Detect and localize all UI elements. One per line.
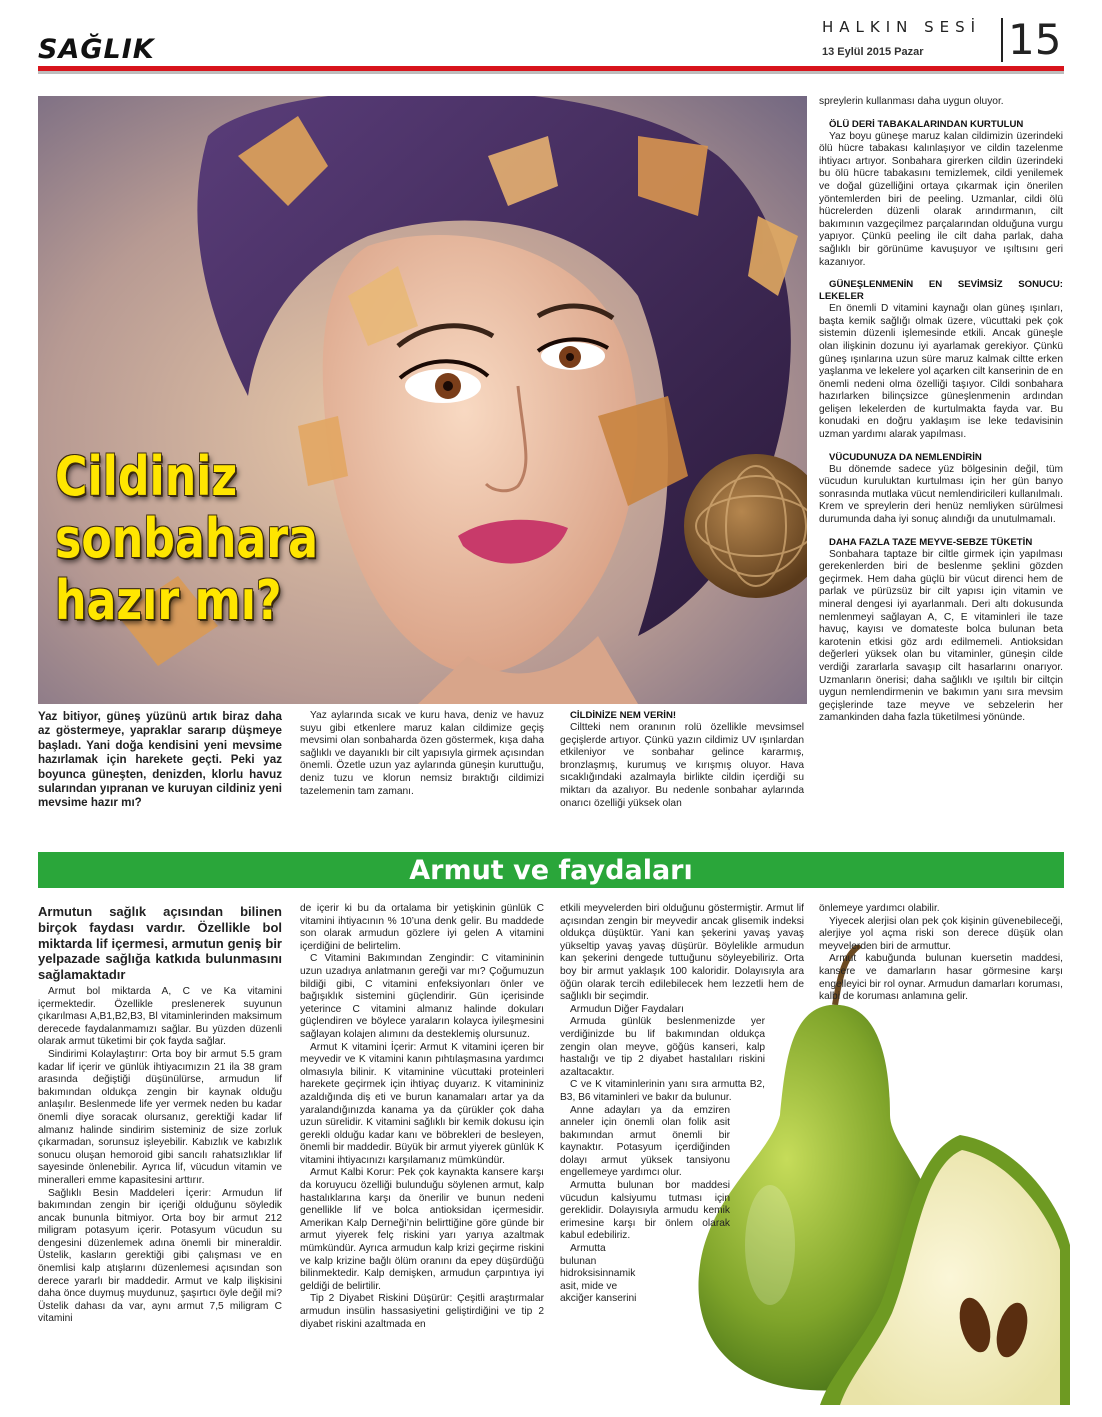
paragraph: Sindirimi Kolaylaştırır: Orta boy bir armut 5.5 gram kadar lif içerir ve günlük ihtiyacımızın 21 ila 38 gram arasında değiştiği düşünülürse, armudun lif bakımından oldukça zengin bir kaynak olduğu anlaşılır. Beslenmede life yer vermek neden bu kadar önemli diye soracak olursanız, gerektiği kadar lif almanız halinde sindirim sisteminiz de size zorluk çıkarmadan, sorunsuz işleyebilir. Kabızlık ve kabızlık sonucu oluşan hemoroid gibi sancılı rahatsızlıklar lif sayesinde önlenebilir. Ayrıca lif, vücudun vitamin ve mineralleri emme kapasitesini arttırır. (38, 1048, 282, 1186)
paragraph: etkili meyvelerden biri olduğunu göstermiştir. Armut lif açısından zengin bir meyvedir ancak glisemik indeksi oldukça düşüktür. Yani kan şekerini yavaş yavaş yükseltip yavaş yavaş düşürür. Böylelikle armudun kan şekerini dengede tuttuğunu söyleyebiliriz. Orta boy bir armut yaklaşık 100 kaloridir. Dolayısıyla ara öğün olarak tercih edilebilecek hem lezzetli hem de sağlıklı bir seçimdir. (560, 903, 804, 1003)
paragraph: En önemli D vitamini kaynağı olan güneş ışınları, başta kemik sağlığı olmak üzere, vücuttaki pek çok sistemin düzenli işlemesinde etkili. Ancak güneşle olan ilişkinin dozunu iyi ayarlamak gerekiyor. Çünkü güneş ışınlarına uzun süre maruz kalmak ciltte erken yaşlanma ve lekelere yol açarken cilt kanserinin de en önemli nedeni olma özelliği taşıyor. Cildi sonbahara hazırlarken bilinçsizce güneşlenmenin ardından gelişen lekelerden de kurtulmakta fayda var. Bu konudaki en doğru yaklaşım ise leke tedavisinin uzman yardımı alarak yapılması. (819, 303, 1063, 441)
article-right-column (819, 96, 1063, 725)
headline-line: sonbahara (55, 507, 319, 570)
header-divider (1001, 18, 1003, 62)
paragraph: Tip 2 Diyabet Riskini Düşürür: Çeşitli araştırmalar armudun insülin hassasiyetini geliştirdiğini ve tip 2 diyabet riskini azaltmada en (300, 1293, 544, 1330)
col3-wrap-narrow (560, 1105, 730, 1244)
paragraph: Bu dönemde sadece yüz bölgesinin değil, tüm vücudun kuruluktan kurtulması için her gün banyo sonrasında mutlaka vücut nemlendiricileri kullanılmalı. Krem ve spreylerin deri henüz nemliyken sürülmesi durumunda daha iyi sonuç alındığı da unutulmamalı. (819, 463, 1063, 526)
paragraph: Yaz aylarında sıcak ve kuru hava, deniz ve havuz suyu gibi etkenlere maruz kalan cildimize geçiş mevsimi olan sonbaharda özen göstermek, kışa daha sağlıklı ve dayanıklı bir cilt yapısıyla girmek açısından önemli. Özetle uzun yaz aylarında güneşin kuruttuğu, deniz tuzu ve klorun nemsiz bıraktığı cildimizi tazelemenin tam zamanı. (300, 710, 544, 797)
paragraph: Armutta bulunan bor maddesi vücudun kalsiyumu tutması için gereklidir. Dolayısıyla armudu kemik erimesine karşı bir önlem olarak kabul edebiliriz. (560, 1180, 730, 1242)
article-lead: Yaz bitiyor, güneş yüzünü artık biraz daha az göstermeye, yapraklar sararıp düşmeye başladı. Yani doğa kendisini yeni mevsime hazırlamak için harekete geçti. Peki yaz boyunca güneşten, denizden, klorlu havuz sularından yıpranan ve kuruyan cildiniz yeni mevsime hazır mı? (38, 710, 282, 810)
paragraph: Armut bol miktarda A, C ve Ka vitamini içermektedir. Özellikle preslenerek suyunun çıkarılması A,B1,B2,B3, Bl vitaminlerinden maksimum derecede faydalanmamızı sağlar. Bu yüzden düzenli olarak armut tüketimi bir çok fayda sağlar. (38, 986, 282, 1048)
headline-line: Cildiniz (55, 445, 238, 508)
article2-column-1 (38, 986, 282, 1326)
article2-title: Armut ve faydaları (409, 855, 693, 886)
paragraph: Armutta bulunan hidroksisinnamik asit, mide ve akciğer kanserini (560, 1243, 637, 1305)
paragraph: Yaz boyu güneşe maruz kalan cildimizin üzerindeki ölü hücre tabakası kalınlaşıyor ve cildin tazelenme ihtiyacı artıyor. Sonbahara girerken cildin üzerindeki bu ölü hücre tabakasını temizlemek, cildi yenilemek ve doğal güzelliğini ortaya çıkarmak için önerilen yöntemlerden biri de peeling. Uzmanlar, cildi ölü hücrelerden düzenli olarak arındırmanın, cilt bakımının vazgeçilmez parçalarından olduğuna vurgu yapıyor. Çünkü peeling ile cilt daha parlak, daha sağlıklı bir görünüme kavuşuyor ve ışıltısını geri kazanıyor. (819, 130, 1063, 268)
subheading: ÖLÜ DERİ TABAKALARINDAN KURTULUN (829, 118, 1024, 130)
paragraph: Armut kabuğunda bulunan kuersetin maddesi, kansere ve damarların hasar görmesine karşı engelleyici bir rol oynar. Armudun damarları koruması, kalbi de koruması anlamına gelir. (819, 953, 1063, 1003)
article2-column-3 (560, 903, 804, 1306)
paragraph: Sonbahara taptaze bir ciltle girmek için yapılması gerekenlerden biri de beslenme şeklini gözden geçirmek. Hem daha güçlü bir vücut direnci hem de parlak ve pürüzsüz bir cilt yapısı için vitamin ve mineral dengesi iyi ayarlanmalı. Deri altı dokusunda nemlenmeyi sağlayan A, C, E vitaminleri ile taze havuç, kayısı ve domateste bolca bulunan beta karotenin etkisi göz ardı edilmemeli. Antioksidan değerleri yüksek olan bu vitaminler, güneşin cilde verdiği zararlarla savaşıp cilt hasarlarını onarıyor. Uzmanların önerisi; daha sağlıklı ve ışıltılı bir ciltçin uygun nemlendirmenin ve bakımın yanı sıra mevsim geçişlerinde taze meyve ve sebzelerin her zamankinden daha fazla tüketilmesi yönünde. (819, 548, 1063, 724)
issue-date: 13 Eylül 2015 Pazar (822, 46, 924, 58)
col3-wrap (560, 1016, 765, 1104)
paragraph: Sağlıklı Besin Maddeleri İçerir: Armudun lif bakımından zengin bir içeriği olduğunu söyledik ancak bununla bitmiyor. Orta boy bir armut 212 miligram potasyum içerir. Potasyum vücudun su dengesini düzenlemek adına önemli bir mineraldir. Üstelik, kasların gerektiği gibi çalışması ve en önemlisi kalp atışlarını düzenlemesi açısından son derece yararlı bir maddedir. Armut ve kalp ilişkisini daha önce duymuş muydunuz, şaşırtıcı öyle değil mi? Üstelik dahası da var, aynı armut 7,5 miligram C vitamini (38, 1187, 282, 1325)
paragraph: önlemeye yardımcı olabilir. (819, 903, 940, 914)
header-rule-gray (38, 71, 1064, 74)
subheading: CİLDİNİZE NEM VERİN! (570, 710, 677, 721)
article2-column-4 (819, 903, 1063, 1004)
col3-wrap-tail (560, 1243, 640, 1306)
paragraph: Armuda günlük beslenmenizde yer verdiğinizde bu lif bakımından oldukça zengin olan meyve, göğüs kanseri, kalp hastalığı ve tip 2 diyabet hastalıları riskini azaltacaktır. (560, 1016, 765, 1078)
article-column-2 (300, 710, 544, 798)
subheading: VÜCUDUNUZA DA NEMLENDİRİN (829, 451, 982, 463)
paragraph: Armut K vitamini İçerir: Armut K vitamini içeren bir meyvedir ve K vitamini kanın pıhtılaşmasına yardımcı olmasıyla bilinir. K vitaminine vücuttaki proteinleri harekete geçirmek için ihtiyaç duyarız. K vitamininiz azaldığında diş eti ve burun kanamaları artar ya da yaralandığınızda kanama ya da çürükler çok daha uzun sürelidir. K vitamini sağlıklı bir kemik dokusu için gerekli olduğu kadar kanı ve böbrekleri de besleyen, önemli bir maddedir. Büyük bir armut yiyerek günlük K vitamini ihtiyacınızı karşılamanız mümkündür. (300, 1041, 544, 1166)
article2-column-2 (300, 903, 544, 1331)
subheading: DAHA FAZLA TAZE MEYVE-SEBZE TÜKETİN (829, 536, 1033, 548)
section-title: SAĞLIK (38, 34, 155, 65)
page-number: 15 (1008, 15, 1062, 64)
paragraph: C Vitamini Bakımından Zengindir: C vitamininin uzun uzadıya anlatmanın gereği var mı? Çoğumuzun bildiği gibi, C vitamini enfeksiyonları önler ve bağışıklık sistemini güçlendirir. Gün içerisinde yeterince C vitamini almanız halinde dokuları güçlendiren ve böylece yaraların kolayca iyileşmesini sağlayan kolajen alımını da desteklemiş olursunuz. (300, 953, 544, 1040)
paragraph: Ciltteki nem oranının rolü özellikle mevsimsel geçişlerde artıyor. Çünkü yazın cildimiz UV ışınlardan etkileniyor ve sonbahar gelince kararmış, bronzlaşmış, kurumuş ve kırışmış oluyor. Hava sıcaklığındaki azalmayla birlikte cildin içerdiği su miktarı da azalıyor. Bu nedenle sonbahar aylarında onarıcı özelliği yüksek olan (560, 722, 804, 809)
headline-line: hazır mı? (55, 569, 282, 632)
col3-top (560, 903, 804, 1016)
paragraph: Armut Kalbi Korur: Pek çok kaynakta kansere karşı da koruyucu özelliği bulunduğu söylenen armut, kalp hastalıklarına karşı da önerilir ve bunun nedeni genellikle lif ve bolca antioksidan içermesidir. Amerikan Kalp Derneği’nin belirttiğine göre günde bir armut yiyerek felç riskini yarı yarıya azaltmak mümkündür. Ayrıca armudun kalp krizi geçirme riskini ve kalp krizine bağlı ölüm oranını da epey düşürdüğü bilinmektedir. Kalp demişken, armudun çarpıntıya iyi geldiği de belirtilir. (300, 1167, 544, 1292)
paragraph: spreylerin kullanması daha uygun oluyor. (819, 96, 1004, 107)
article-headline (55, 446, 318, 632)
paragraph: C ve K vitaminlerinin yanı sıra armutta B2, B3, B6 vitaminleri ve bakır da bulunur. (560, 1079, 765, 1103)
subheading: GÜNEŞLENMENİN EN SEVİMSİZ SONUCU: LEKELER (819, 279, 1063, 303)
newspaper-name: HALKIN SESİ (822, 18, 982, 36)
paragraph: Yiyecek alerjisi olan pek çok kişinin güvenebileceği, alerjiye yol açma riski son derece düşük olan meyvelerden biri de armuttur. (819, 915, 1063, 952)
article-column-3 (560, 710, 804, 810)
paragraph: de içerir ki bu da ortalama bir yetişkinin günlük C vitamini ihtiyacının % 10’una denk gelir. Bu maddede son olarak armudun gözlere iyi gelen A vitamini içerdiğini de belirtelim. (300, 903, 544, 952)
paragraph: Armudun Diğer Faydaları (570, 1003, 684, 1015)
article2-lead: Armutun sağlık açısından bilinen birçok faydası vardır. Özellikle bol miktarda lif içermesi, armutun geniş bir yelpazade sağlığa katkıda bulunmasını sağlamaktadır (38, 904, 282, 983)
paragraph: Anne adayları ya da emziren anneler için önemli olan folik asit bakımından armut önemli bir kaynaktır. Potasyum içerdiğinden dolayı armut yüksek tansiyonu engellemeye yardımcı olur. (560, 1104, 730, 1179)
